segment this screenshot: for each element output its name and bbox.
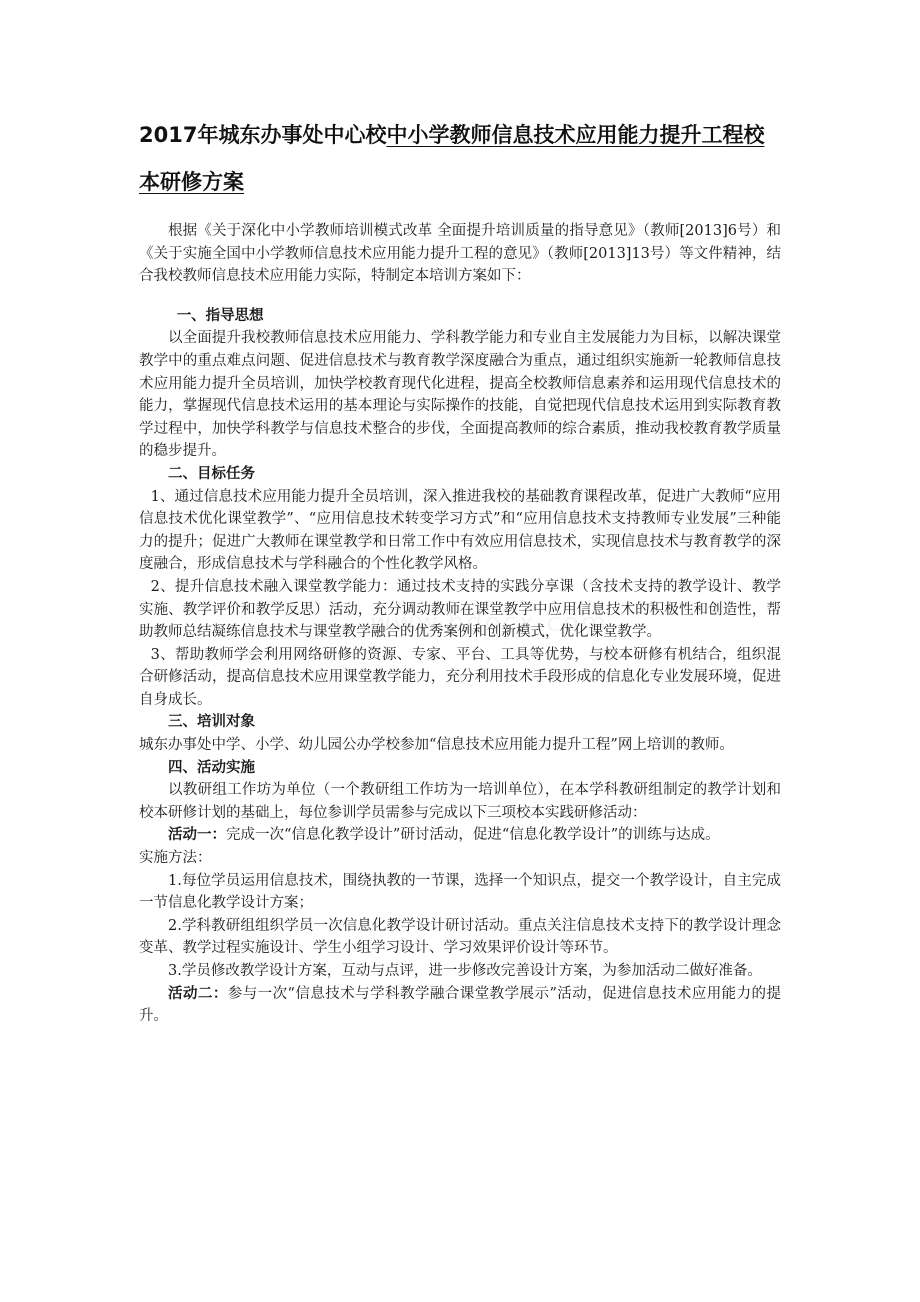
activity-2 [139, 983, 781, 1028]
section-4-body: 以教研组工作坊为单位（一个教研组工作坊为一培训单位），在本学科教研组制定的教学计划和校本研修计划的基础上，每位参训学员需参与完成以下三项校本实践研修活动： [139, 782, 781, 821]
activity-1-label: 活动一： [168, 826, 226, 844]
title-underlined: 中小学教师信息技术应用能力提升工程校本研修方案 [139, 123, 765, 194]
goal-item-1: 1、通过信息技术应用能力提升全员培训，深入推进我校的基础教育课程改革，促进广大教师“应用信息技术优化课堂教学”、“应用信息技术转变学习方式”和“应用信息技术支持教师专业发展”三种能力的提升；促进广大教师在课堂教学和日常工作中有效应用信息技术，实现信息技术与教育教学的深度融合，形成信息技术与学科融合的个性化教学风格。 [139, 488, 781, 573]
section-2-heading: 二、目标任务 [168, 464, 255, 482]
section-1-body: 以全面提升我校教师信息技术应用能力、学科教学能力和专业自主发展能力为目标，以解决课堂教学中的重点难点问题、促进信息技术与教育教学深度融合为重点，通过组织实施新一轮教师信息技术应用能力提升全员培训，加快学校教育现代化进程，提高全校教师信息素养和运用现代信息技术的能力，掌握现代信息技术运用的基本理论与实际操作的技能，自觉把现代信息技术运用到实际教育教学过程中，加快学科教学与信息技术整合的步伐，全面提高教师的综合素质，推动我校教育教学质量的稳步提升。 [139, 330, 781, 460]
method-step-3: 3.学员修改教学设计方案，互动与点评，进一步修改完善设计方案，为参加活动二做好准备。 [168, 963, 762, 979]
activity-1 [139, 824, 781, 847]
section-3-heading: 三、培训对象 [168, 713, 255, 731]
document-body [139, 112, 781, 1028]
activity-2-label: 活动二： [168, 984, 228, 1002]
goal-item-3: 3、帮助教师学会利用网络研修的资源、专家、平台、工具等优势，与校本研修有机结合，组织混合研修活动，提高信息技术应用课堂教学能力，充分利用技术手段形成的信息化专业发展环境，促进自身成长。 [139, 646, 781, 708]
intro-paragraph: 根据《关于深化中小学教师培训模式改革 全面提升培训质量的指导意见》（教师[2013]6号）和《关于实施全国中小学教师信息技术应用能力提升工程的意见》（教师[2013]13号）等文件精神，结合我校教师信息技术应用能力实际，特制定本培训方案如下： [139, 223, 781, 285]
section-4-heading: 四、活动实施 [168, 758, 255, 776]
section-3-body: 城东办事处中学、小学、幼儿园公办学校参加“信息技术应用能力提升工程”网上培训的教师。 [139, 737, 734, 754]
activity-2-text: 参与一次“信息技术与学科教学融合课堂教学展示”活动，促进信息技术应用能力的提升。 [139, 985, 782, 1025]
goal-item-2: 2、提升信息技术融入课堂教学能力：通过技术支持的实践分享课（含技术支持的教学设计、教学实施、教学评价和教学反思）活动，充分调动教师在课堂教学中应用信息技术的积极性和创造性，帮助教师总结凝练信息技术与课堂教学融合的优秀案例和创新模式，优化课堂教学。 [139, 578, 781, 641]
method-step-2: 2.学科教研组组织学员一次信息化教学设计研讨活动。重点关注信息技术支持下的教学设计理念变革、教学过程实施设计、学生小组学习设计、学习效果评价设计等环节。 [139, 917, 781, 957]
method-step-1: 1.每位学员运用信息技术，围绕执教的一节课，选择一个知识点，提交一个教学设计，自主完成一节信息化教学设计方案； [139, 872, 781, 912]
section-1-heading: 一、指导思想 [176, 306, 264, 324]
title-prefix: 2017年城东办事处中心校 [139, 123, 387, 147]
document-title [139, 112, 781, 206]
activity-1-text: 完成一次“信息化教学设计”研讨活动，促进“信息化教学设计”的训练与达成。 [226, 827, 720, 844]
method-label: 实施方法： [139, 850, 212, 867]
